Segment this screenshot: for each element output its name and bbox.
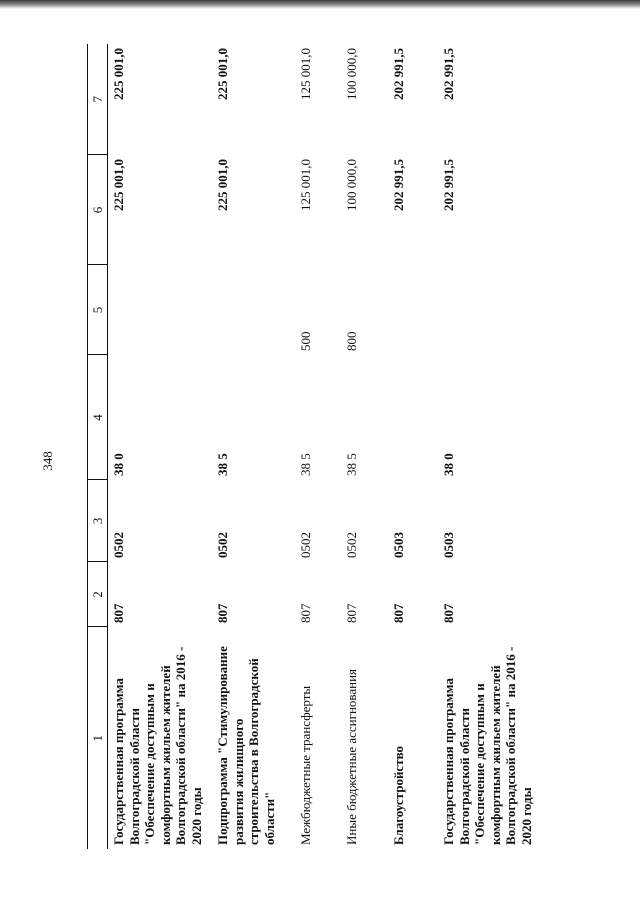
row-name: Благоустройство [391, 745, 406, 845]
cell-col5: 500 [298, 331, 313, 351]
cell-col6: 225 001,0 [111, 159, 126, 211]
page-number: 348 [40, 451, 55, 471]
cell-col2: 807 [111, 603, 126, 623]
column-header-1: 1 [88, 627, 108, 849]
cell-col4: 38 0 [111, 453, 126, 476]
scan-edge [0, 0, 640, 9]
cell-col6: 202 991,5 [391, 159, 406, 211]
table-row [388, 44, 438, 849]
column-header-2: 2 [88, 562, 108, 627]
cell-col3: 0503 [391, 532, 406, 558]
cell-col4: 38 5 [298, 453, 313, 476]
column-header-3: 3 [88, 480, 108, 562]
cell-col4 [388, 355, 438, 480]
cell-col5: 800 [344, 331, 359, 351]
cell-col2: 807 [298, 603, 313, 623]
cell-col4: 38 5 [344, 453, 359, 476]
header-row [88, 44, 108, 849]
cell-col7: 225 001,0 [215, 48, 230, 100]
cell-col3: 0502 [111, 532, 126, 558]
row-name: Подпрограмма "Стимулирование развития жилищного строительства в Волгоградской области" [215, 646, 277, 845]
cell-col6: 100 000,0 [344, 159, 359, 211]
table-row [341, 44, 388, 849]
cell-col7: 100 000,0 [344, 48, 359, 100]
table-row [295, 44, 341, 849]
table-row [438, 44, 567, 849]
column-header-7: 7 [88, 44, 108, 155]
cell-col3: 0502 [344, 532, 359, 558]
cell-col3: 0502 [298, 532, 313, 558]
row-name: Иные бюджетные ассигнования [344, 668, 359, 845]
cell-col6: 202 991,5 [441, 159, 456, 211]
column-header-5: 5 [88, 265, 108, 355]
cell-col3: 0503 [441, 532, 456, 558]
budget-table [87, 44, 567, 849]
cell-col5 [212, 265, 295, 355]
cell-col2: 807 [344, 603, 359, 623]
cell-col7: 202 991,5 [391, 48, 406, 100]
cell-col5 [438, 265, 567, 355]
cell-col2: 807 [391, 603, 406, 623]
cell-col7: 125 001,0 [298, 48, 313, 100]
cell-col2: 807 [441, 603, 456, 623]
column-header-6: 6 [88, 155, 108, 265]
cell-col4: 38 5 [215, 453, 230, 476]
row-name: Межбюджетные трансферты [298, 685, 313, 845]
row-name: Государственная программа Волгоградской области "Обеспечение доступным и комфортным жильем жителей Волгоградской области" на 2016 - 2020 годы [111, 646, 204, 845]
cell-col5 [388, 265, 438, 355]
cell-col5 [108, 265, 213, 355]
cell-col4: 38 0 [441, 453, 456, 476]
column-header-4: 4 [88, 355, 108, 480]
cell-col6: 225 001,0 [215, 159, 230, 211]
table-row [108, 44, 213, 849]
cell-col7: 202 991,5 [441, 48, 456, 100]
cell-col2: 807 [215, 603, 230, 623]
rotated-table-container [87, 44, 553, 849]
row-name: Государственная программа Волгоградской области "Обеспечение доступным и комфортным жильем жителей Волгоградской области" на 2016 - 2020 годы [441, 646, 534, 845]
cell-col6: 125 001,0 [298, 159, 313, 211]
cell-col7: 225 001,0 [111, 48, 126, 100]
table-row [212, 44, 295, 849]
cell-col3: 0502 [215, 532, 230, 558]
